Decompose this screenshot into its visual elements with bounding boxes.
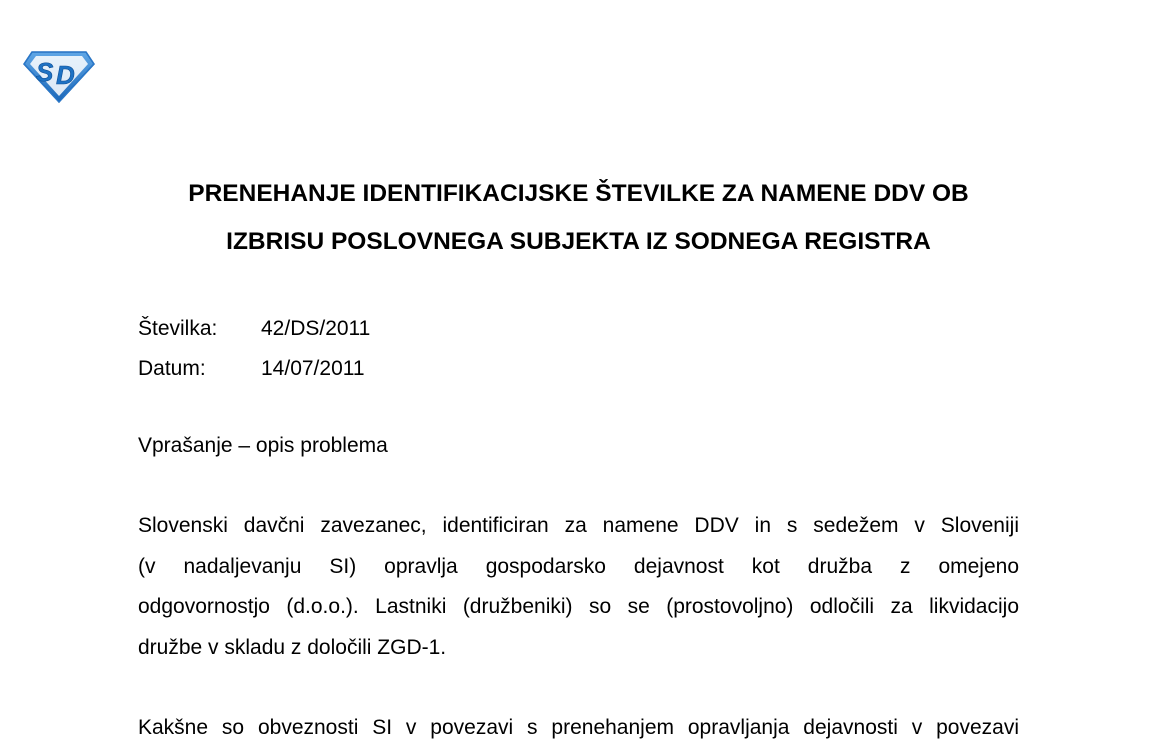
document-meta (138, 309, 370, 389)
date-label: Datum: (138, 357, 206, 380)
svg-text:S: S (36, 57, 54, 87)
svg-text:D: D (56, 60, 75, 90)
paragraph-2 (138, 708, 1019, 749)
meta-date-row (138, 349, 370, 389)
paragraph-1 (138, 506, 1019, 668)
title-line-2: IZBRISU POSLOVNEGA SUBJEKTA IZ SODNEGA REGISTRA (226, 228, 931, 255)
number-value: 42/DS/2011 (261, 317, 371, 340)
section-heading: Vprašanje – opis problema (138, 434, 388, 457)
sd-shield-logo-icon (22, 48, 96, 104)
paragraph-1-line-2: (v nadaljevanju SI) opravlja gospodarsko dejavnost kot družba z omejeno (138, 554, 1019, 578)
paragraph-1-line-1: Slovenski davčni zavezanec, identificiran za namene DDV in s sedežem v Sloveniji (138, 514, 1019, 537)
date-value: 14/07/2011 (261, 357, 365, 380)
title-line-1: PRENEHANJE IDENTIFIKACIJSKE ŠTEVILKE ZA NAMENE DDV OB (188, 180, 969, 207)
number-label: Številka: (138, 317, 218, 340)
paragraph-1-line-3: odgovornostjo (d.o.o.). Lastniki (družbeniki) so se (prostovoljno) odločili za likvidacijo (138, 595, 1019, 618)
meta-number-row (138, 309, 370, 349)
paragraph-2-line-1: Kakšne so obveznosti SI v povezavi s prenehanjem opravljanja dejavnosti v povezavi (138, 716, 1019, 739)
paragraph-1-line-4: družbe v skladu z določili ZGD-1. (138, 635, 447, 659)
document-title (138, 170, 1019, 266)
